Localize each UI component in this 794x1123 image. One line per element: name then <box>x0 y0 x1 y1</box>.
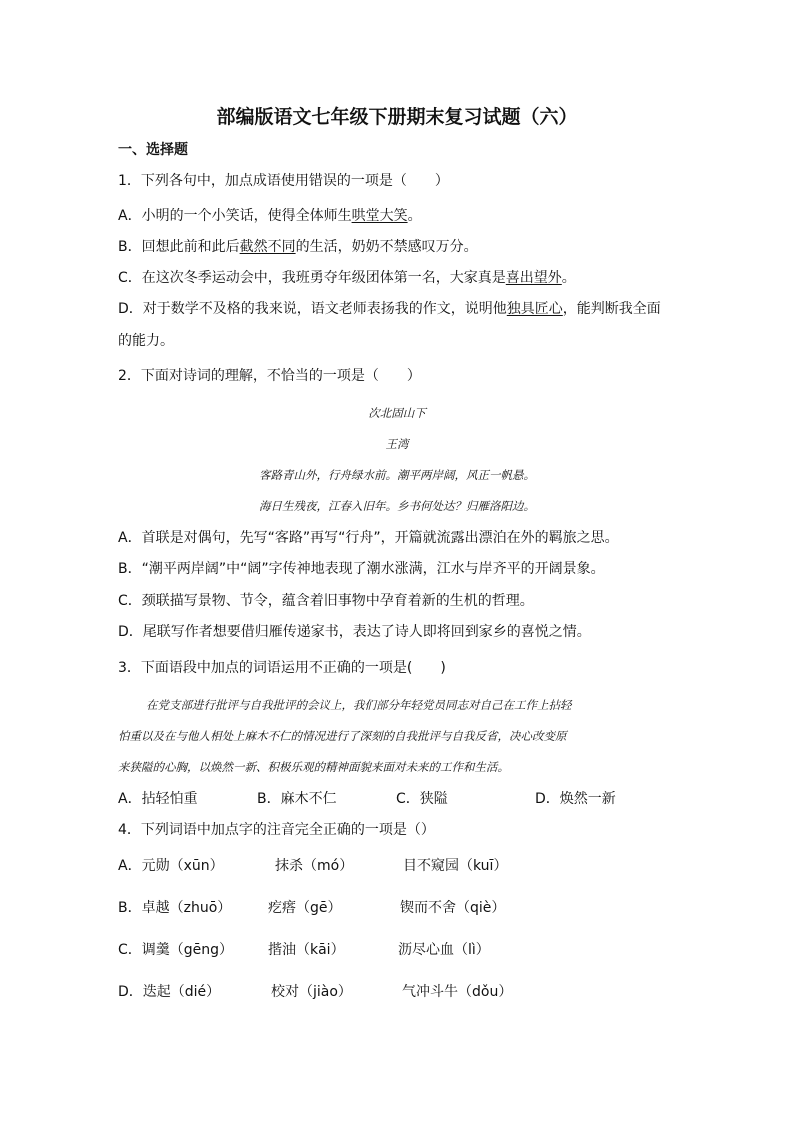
option-text: 。 <box>407 208 422 224</box>
question-4-option-d-term-2: 校对（jiào） <box>271 984 352 1000</box>
underlined-idiom: 截然不同 <box>239 239 296 255</box>
option-text: A．小明的一个小笑话，使得全体师生 <box>118 208 352 224</box>
passage-line-2: 怕重以及在与他人相处上麻木不仁的情况进行了深刻的自我批评与自我反省，决心改变原 <box>118 729 567 743</box>
question-4-option-d-term-3: 气冲斗牛（dǒu） <box>402 984 513 1000</box>
question-4-option-b-term-2: 疙瘩（gē） <box>268 900 342 916</box>
question-4-option-a-term-2: 抹杀（mó） <box>275 858 354 874</box>
question-2-option-d: D．尾联写作者想要借归雁传递家书，表达了诗人即将回到家乡的喜悦之情。 <box>118 624 591 640</box>
poem-line-1: 客路青山外，行舟绿水前。潮平两岸阔，风正一帆悬。 <box>259 468 535 482</box>
question-1-option-d <box>118 300 661 318</box>
poem-title: 次北固山下 <box>368 406 426 420</box>
underlined-idiom: 独具匠心 <box>506 301 563 317</box>
question-3-stem: 3．下面语段中加点的词语运用不正确的一项是( ) <box>118 660 446 676</box>
option-text: D．对于数学不及格的我来说，语文老师表扬我的作文，说明他 <box>118 301 507 317</box>
question-1-option-b <box>118 238 478 256</box>
question-4-option-a-term-1: A．元勋（xūn） <box>118 858 224 874</box>
question-4-option-c-term-3: 沥尽心血（lì） <box>398 942 490 958</box>
passage-line-1: 在党支部进行批评与自我批评的会议上，我们部分年轻党员同志对自己在工作上拈轻 <box>146 698 572 712</box>
question-1-option-a <box>118 207 422 225</box>
question-2-option-a: A．首联是对偶句，先写“客路”再写“行舟”，开篇就流露出漂泊在外的羁旅之思。 <box>118 530 619 546</box>
passage-line-3: 来狭隘的心胸，以焕然一新、积极乐观的精神面貌来面对未来的工作和生活。 <box>118 760 509 774</box>
option-text: ，能判断我全面 <box>562 301 661 317</box>
question-1-option-d-continued: 的能力。 <box>118 333 174 349</box>
question-4-option-c-term-2: 揩油（kāi） <box>268 942 345 958</box>
question-4-option-d-term-1: D．迭起（dié） <box>118 984 221 1000</box>
option-text: B．回想此前和此后 <box>118 239 240 255</box>
question-2-option-b: B．“潮平两岸阔”中“阔”字传神地表现了潮水涨满，江水与岸齐平的开阔景象。 <box>118 561 605 577</box>
question-1-stem: 1．下列各句中，加点成语使用错误的一项是（ ） <box>118 173 449 189</box>
section-heading: 一、选择题 <box>118 142 188 158</box>
question-4-stem: 4．下列词语中加点字的注音完全正确的一项是（） <box>118 822 435 838</box>
poem-author: 王湾 <box>385 437 409 451</box>
option-text: 。 <box>561 270 576 286</box>
option-text: C．在这次冬季运动会中，我班勇夺年级团体第一名，大家真是 <box>118 270 506 286</box>
question-3-option-c: C．狭隘 <box>396 791 448 807</box>
question-4-option-b-term-3: 锲而不舍（qiè） <box>400 900 506 916</box>
question-4-option-a-term-3: 目不窥园（kuī） <box>403 858 508 874</box>
question-4-option-b-term-1: B．卓越（zhuō） <box>118 900 232 916</box>
underlined-idiom: 哄堂大笑 <box>351 208 408 224</box>
question-2-option-c: C．颈联描写景物、节令，蕴含着旧事物中孕育着新的生机的哲理。 <box>118 593 534 609</box>
question-4-option-c-term-1: C．调羹（gēng） <box>118 942 234 958</box>
underlined-idiom: 喜出望外 <box>505 270 562 286</box>
poem-line-2: 海日生残夜，江春入旧年。乡书何处达？归雁洛阳边。 <box>259 499 535 513</box>
question-3-option-b: B．麻木不仁 <box>257 791 337 807</box>
page-title: 部编版语文七年级下册期末复习试题（六） <box>216 106 578 128</box>
question-3-option-a: A．拈轻怕重 <box>118 791 198 807</box>
option-text: 的生活，奶奶不禁感叹万分。 <box>295 239 478 255</box>
question-3-option-d: D．焕然一新 <box>535 791 616 807</box>
question-2-stem: 2．下面对诗词的理解，不恰当的一项是（ ） <box>118 368 421 384</box>
question-1-option-c <box>118 269 576 287</box>
